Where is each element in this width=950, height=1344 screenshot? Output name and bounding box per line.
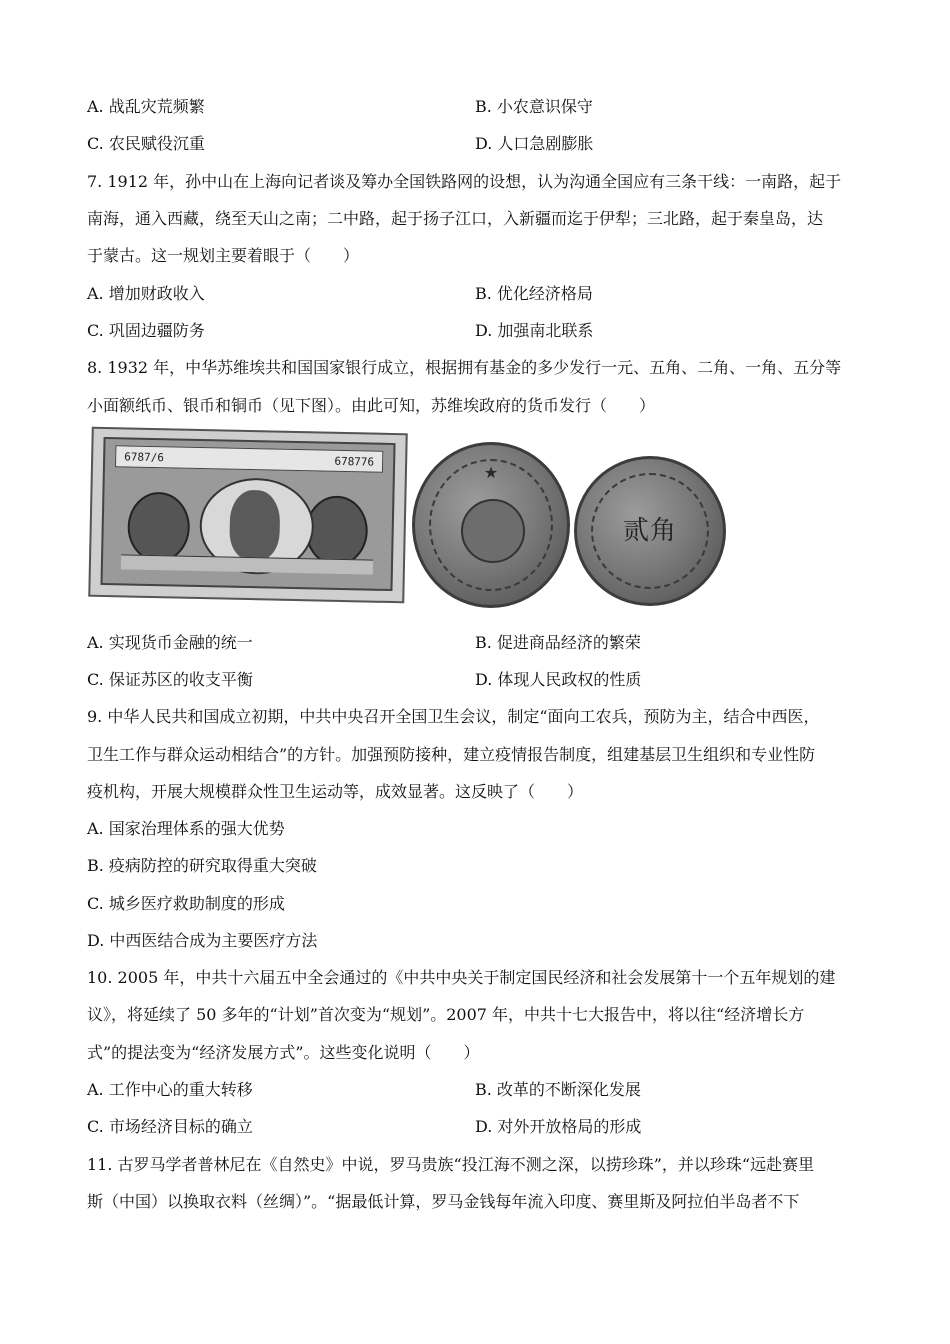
q9-stem-line-1: 9. 中华人民共和国成立初期，中共中央召开全国卫生会议，制定“面向工农兵，预防为主，结合中西医， — [87, 707, 820, 726]
q10-stem-line-1: 10. 2005 年，中共十六届五中全会通过的《中共中央关于制定国民经济和社会发展第十一个五年规划的建 — [87, 968, 836, 987]
banknote-ornament-left — [127, 491, 190, 562]
banknote-portrait — [229, 490, 280, 561]
q10-option-a[interactable]: A. 工作中心的重大转移 — [87, 1080, 253, 1099]
q8-option-b[interactable]: B. 促进商品经济的繁荣 — [475, 633, 641, 652]
q9-option-d[interactable]: D. 中西医结合成为主要医疗方法 — [87, 931, 318, 950]
q10-option-b[interactable]: B. 改革的不断深化发展 — [475, 1080, 641, 1099]
q11-stem-line-2: 斯（中国）以换取衣料（丝绸）”。“据最低计算，罗马金钱每年流入印度、赛里斯及阿拉伯半岛者不下 — [87, 1192, 800, 1211]
q7-option-a[interactable]: A. 增加财政收入 — [87, 284, 205, 303]
q7-option-b[interactable]: B. 优化经济格局 — [475, 284, 593, 303]
banknote-serial-right: 678776 — [334, 454, 375, 469]
q6-option-c[interactable]: C. 农民赋役沉重 — [87, 134, 205, 153]
q10-option-c[interactable]: C. 市场经济目标的确立 — [87, 1117, 253, 1136]
banknote-frame — [101, 437, 396, 591]
q7-option-d[interactable]: D. 加强南北联系 — [475, 321, 594, 340]
coin-emblem-side — [412, 442, 570, 608]
q9-option-a[interactable]: A. 国家治理体系的强大优势 — [87, 819, 285, 838]
q8-option-c[interactable]: C. 保证苏区的收支平衡 — [87, 670, 253, 689]
q11-stem-line-1: 11. 古罗马学者普林尼在《自然史》中说，罗马贵族“投江海不测之深，以捞珍珠”，并以珍珠“远赴赛里 — [87, 1155, 815, 1174]
coin-denomination-side — [574, 456, 726, 606]
banknote-ornament-right — [305, 495, 368, 566]
q7-stem-line-1: 7. 1912 年，孙中山在上海向记者谈及筹办全国铁路网的设想，认为沟通全国应有三条干线：一南路，起于 — [87, 172, 842, 191]
coin-denomination-text: 贰角 — [622, 516, 678, 546]
q6-option-d[interactable]: D. 人口急剧膨胀 — [475, 134, 594, 153]
q7-stem-line-3: 于蒙古。这一规划主要着眼于（ ） — [87, 246, 360, 265]
q7-stem-line-2: 南海，通入西藏，绕至天山之南；二中路，起于扬子江口，入新疆而迄于伊犁；三北路，起于秦皇岛，达 — [87, 209, 824, 228]
banknote-image — [88, 427, 407, 604]
q8-option-d[interactable]: D. 体现人民政权的性质 — [475, 670, 642, 689]
q6-option-a[interactable]: A. 战乱灾荒频繁 — [87, 97, 205, 116]
q9-stem-line-3: 疫机构，开展大规模群众性卫生运动等，成效显著。这反映了（ ） — [87, 782, 584, 801]
q9-option-c[interactable]: C. 城乡医疗救助制度的形成 — [87, 894, 285, 913]
q9-option-b[interactable]: B. 疫病防控的研究取得重大突破 — [87, 856, 317, 875]
q8-option-a[interactable]: A. 实现货币金融的统一 — [87, 633, 253, 652]
q7-option-c[interactable]: C. 巩固边疆防务 — [87, 321, 205, 340]
globe-emblem-icon — [461, 499, 525, 563]
star-icon: ★ — [483, 463, 499, 482]
banknote-serial-left: 6787/6 — [124, 449, 165, 464]
banknote-serial-band — [115, 445, 383, 473]
q10-stem-line-2: 议》，将延续了 50 多年的“计划”首次变为“规划”。2007 年，中共十七大报告中，将以往“经济增长方 — [87, 1005, 805, 1024]
q8-stem-line-1: 8. 1932 年，中华苏维埃共和国国家银行成立，根据拥有基金的多少发行一元、五角、二角、一角、五分等 — [87, 358, 842, 377]
q10-stem-line-3: 式”的提法变为“经济发展方式”。这些变化说明（ ） — [87, 1043, 480, 1062]
currency-figure — [90, 430, 730, 610]
q8-stem-line-2: 小面额纸币、银币和铜币（见下图）。由此可知，苏维埃政府的货币发行（ ） — [87, 396, 656, 415]
q6-option-b[interactable]: B. 小农意识保守 — [475, 97, 593, 116]
q9-stem-line-2: 卫生工作与群众运动相结合”的方针。加强预防接种，建立疫情报告制度，组建基层卫生组织和专业性防 — [87, 745, 816, 764]
q10-option-d[interactable]: D. 对外开放格局的形成 — [475, 1117, 642, 1136]
